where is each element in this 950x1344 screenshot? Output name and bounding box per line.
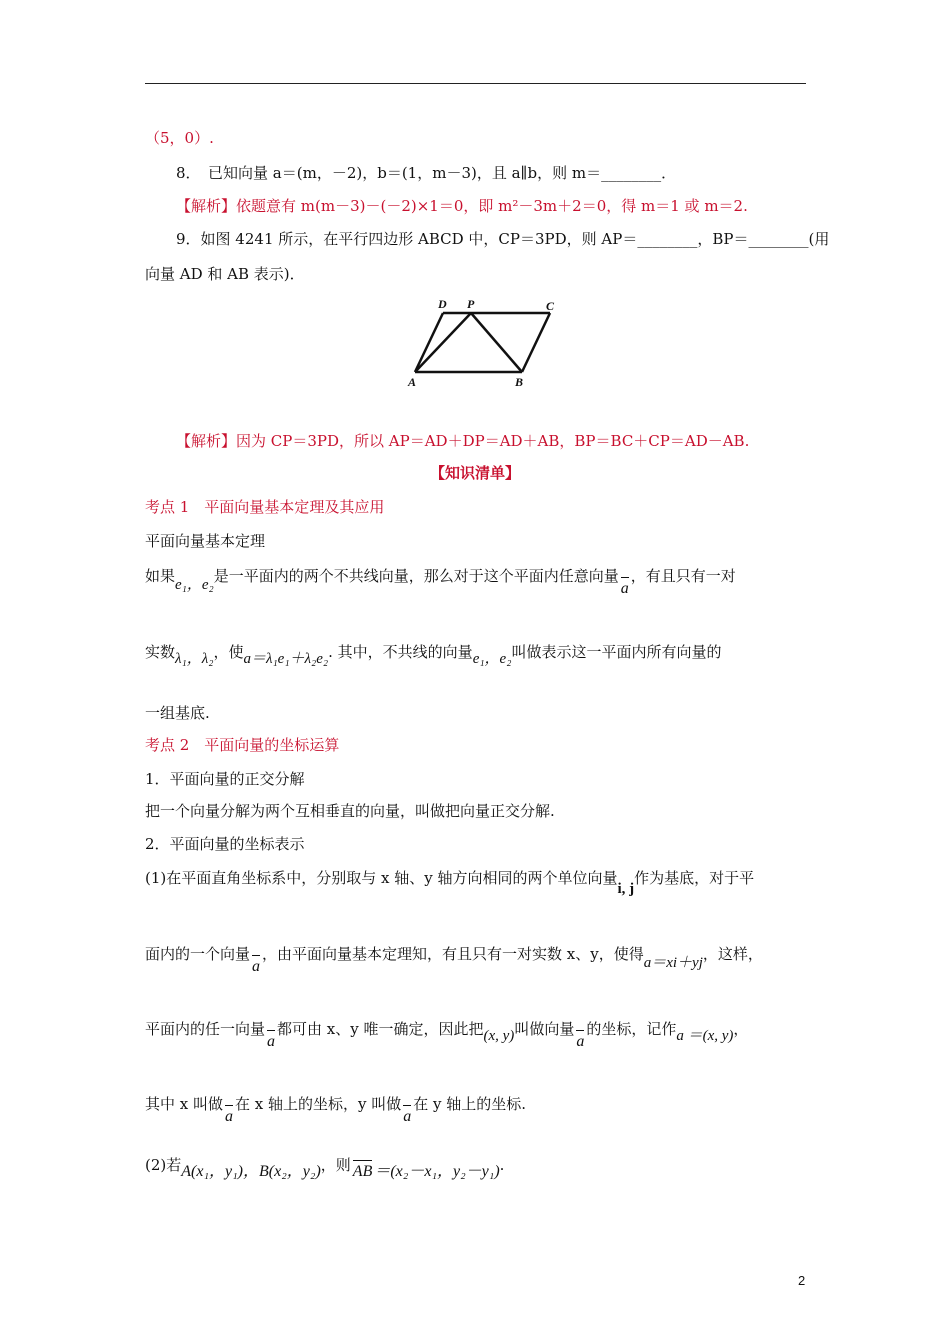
label-A: A (408, 375, 417, 389)
kp2-s1: 1．平面向量的正交分解 (145, 770, 305, 788)
kp2-p4 (145, 1094, 527, 1125)
text: 叫做向量 (514, 1020, 575, 1038)
vector-a: a (403, 1108, 412, 1125)
decomposition-formula: a＝xi＋yj (643, 955, 703, 971)
q9-line2: 向量 AD 和 AB 表示)． (145, 265, 305, 283)
lambdas: λ₁，λ₂ (175, 651, 214, 667)
text: . 其中，不共线的向量 (328, 643, 473, 661)
label-P: P (467, 297, 475, 311)
text: 是一平面内的两个不共线向量，那么对于这个平面内任意向量 (213, 567, 619, 585)
vector-AB: AB (352, 1163, 373, 1180)
vector-a: a (225, 1108, 233, 1125)
kp1-line3: 一组基底. (145, 704, 210, 722)
text: y 叫做 (358, 1095, 402, 1113)
text: ，使 (213, 643, 244, 661)
basis-vectors: e₁，e₂ (175, 577, 214, 593)
text: ，则 (320, 1156, 351, 1174)
q9-analysis (176, 431, 749, 451)
text: 都可由 x、y 唯一确定，因此把 (277, 1020, 484, 1038)
kp2-s2: 2．平面向量的坐标表示 (145, 835, 305, 853)
vector-a: a (267, 1033, 276, 1050)
label-B: B (515, 375, 524, 389)
text: 其中 x 叫做 (145, 1095, 223, 1113)
text: 在 y 轴上的坐标. (413, 1095, 527, 1113)
text: 如果 (145, 567, 176, 585)
text: 面内的一个向量 (145, 945, 251, 963)
text: 在 x 轴上的坐标， (235, 1095, 358, 1113)
q7-answer-tail: （5，0）. (145, 129, 214, 147)
text: (1)在平面直角坐标系中，分别取与 x 轴、y 轴方向相同的两个单位向量 (145, 869, 618, 887)
kp2-s1-text: 把一个向量分解为两个互相垂直的向量，叫做把向量正交分解. (145, 802, 555, 820)
kp2-title: 考点 2 平面向量的坐标运算 (145, 736, 340, 754)
vector-AB-coordinates: ＝(x₂－x₁，y₂－y₁) (374, 1163, 500, 1180)
analysis-tag: 【解析】 (176, 432, 237, 450)
basis-vectors: e₁，e₂ (472, 651, 512, 667)
label-C: C (546, 299, 555, 313)
analysis-tag: 【解析】 (176, 197, 237, 215)
unit-vectors-ij: i, j (617, 881, 635, 897)
q8-analysis (176, 196, 748, 216)
section-title: 【知识清单】 (429, 464, 520, 482)
text: 作为基底，对于平 (634, 869, 755, 887)
text: 平面内的任一向量 (145, 1020, 266, 1038)
text: ，由平面向量基本定理知，有且只有一对实数 x、y，使得 (262, 945, 644, 963)
header-rule (145, 83, 806, 84)
parallelogram-figure (405, 297, 565, 389)
q9-line1: 9．如图 4241 所示，在平行四边形 ABCD 中，CP＝3PD，则 AP＝________，BP＝________(用 (176, 230, 830, 248)
text: 叫做表示这一平面内所有向量的 (511, 643, 722, 661)
q9-analysis-text: 因为 CP＝3PD，所以 AP＝AD＋DP＝AD＋AB，BP＝BC＋CP＝AD－AB. (236, 432, 750, 450)
vector-a: a (252, 958, 261, 975)
text: 实数 (145, 643, 176, 661)
q8-text: 8． 已知向量 a＝(m，－2)，b＝(1，m－3)，且 a∥b，则 m＝________． (176, 164, 677, 182)
kp2-p3 (145, 1019, 749, 1050)
label-D: D (438, 297, 447, 311)
text: 的坐标，记作 (586, 1020, 677, 1038)
kp1-line2 (145, 642, 722, 667)
kp1-line1 (145, 566, 736, 597)
text: (2)若 (145, 1156, 182, 1174)
points-AB: A(x₁，y₁)，B(x₂，y₂) (181, 1163, 321, 1180)
q8-analysis-text: 依题意有 m(m－3)－(－2)×1＝0，即 m²－3m＋2＝0，得 m＝1 或 m＝2. (236, 197, 748, 215)
page-number: 2 (798, 1273, 806, 1288)
kp2-p2 (145, 944, 763, 975)
kp1-title: 考点 1 平面向量基本定理及其应用 (145, 498, 385, 516)
kp1-subtitle: 平面向量基本定理 (145, 532, 266, 550)
text: ， (733, 1020, 749, 1038)
kp2-p1 (145, 868, 755, 897)
text: . (499, 1156, 505, 1174)
vector-a: a (576, 1033, 585, 1050)
coordinate-formula: a ＝(x, y) (676, 1028, 734, 1044)
coordinate-pair: (x, y) (483, 1028, 515, 1044)
basis-formula: a＝λ₁e₁＋λ₂e₂ (243, 651, 329, 667)
text: ，这样， (702, 945, 763, 963)
vector-a: a (620, 580, 629, 597)
kp2-p5 (145, 1155, 505, 1180)
text: ，有且只有一对 (630, 567, 736, 585)
